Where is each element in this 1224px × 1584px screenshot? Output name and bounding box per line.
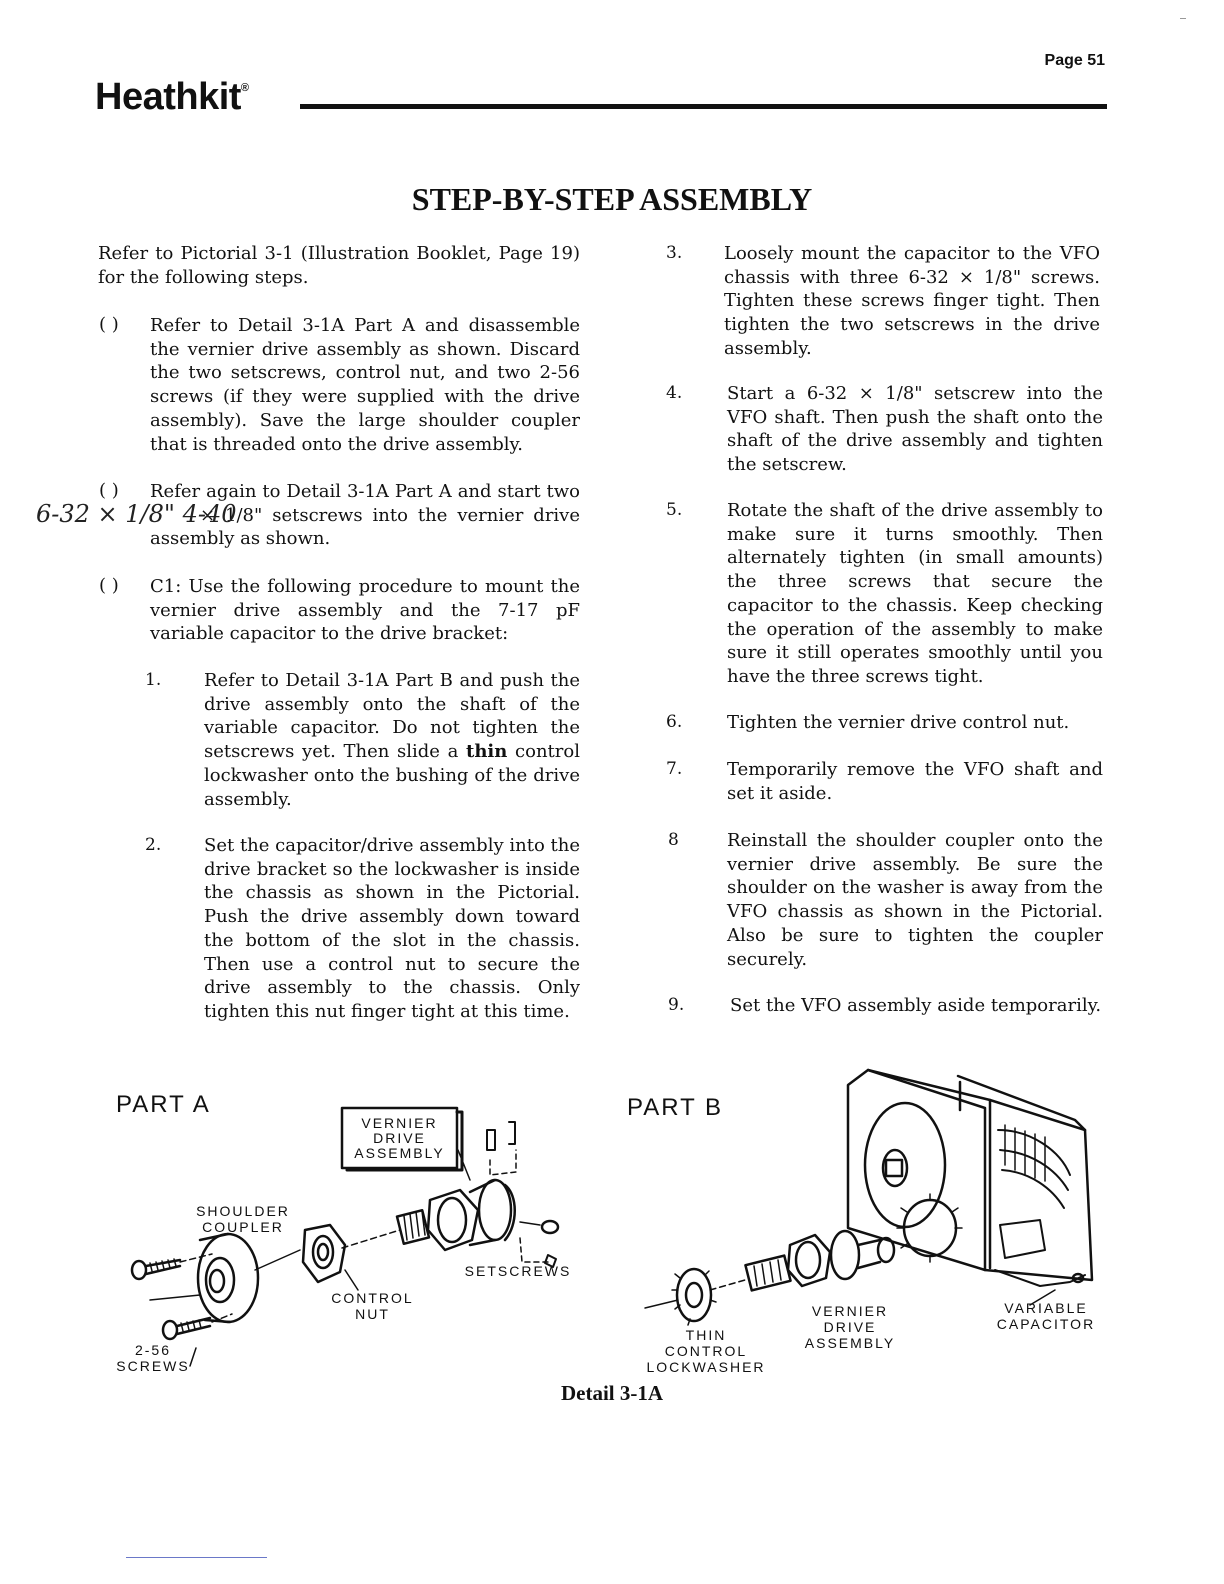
label-part-b-vernier-drive: VERNIER DRIVE ASSEMBLY <box>804 1303 896 1351</box>
label-vernier-drive-assembly: VERNIER DRIVE ASSEMBLY <box>354 1115 445 1161</box>
vernier-drive <box>397 1180 515 1250</box>
label-shoulder-coupler: SHOULDER COUPLER <box>196 1203 290 1235</box>
control-nut <box>303 1225 345 1282</box>
substep-text: Set the capacitor/drive assembly into the drive bracket so the lockwasher is inside the chassis as shown in the Pictorial. Push the drive assembly down toward the bottom of the slot in the chassis. Then use a control nut to secure the drive assembly to the chassis. Only tighten this nut finger tight at this time. <box>204 835 580 1022</box>
scan-mark <box>1180 18 1186 19</box>
step-number: 7. <box>666 759 683 779</box>
label-variable-capacitor: VARIABLE CAPACITOR <box>996 1300 1096 1332</box>
substep-number: 1. <box>145 670 162 690</box>
page-number: Page 51 <box>1044 52 1105 69</box>
step-checkbox[interactable]: ( ) <box>99 480 119 501</box>
header-rule <box>300 104 1107 109</box>
step-text: Tighten the vernier drive control nut. <box>727 712 1070 733</box>
step-number: 4. <box>666 383 683 403</box>
footer-link-stub <box>126 1557 267 1558</box>
step-number: 8 <box>668 830 679 850</box>
handwritten-note: 6-32 × 1/8" 4-40 <box>36 500 237 528</box>
step-number: 5. <box>666 500 683 520</box>
part-b-drive <box>745 1231 894 1290</box>
step-checkbox[interactable]: ( ) <box>99 314 119 335</box>
label-setscrews: SETSCREWS <box>464 1263 572 1279</box>
detail-illustration <box>0 1060 1224 1390</box>
substep-text: Refer to Detail 3-1A Part B and push the drive assembly onto the shaft of the variable capacitor. Do not tighten the setscrews yet. Then slide a thin control lockwasher onto the bushing of the drive assembly. <box>204 670 580 810</box>
step-checkbox[interactable]: ( ) <box>99 575 119 596</box>
substep-number: 2. <box>145 835 162 855</box>
shoulder-coupler <box>198 1234 258 1322</box>
part-b-title: PART B <box>627 1094 724 1121</box>
page-title: STEP-BY-STEP ASSEMBLY <box>411 181 813 217</box>
step-text: Rotate the shaft of the drive assembly to make sure it turns smoothly. Then alternately tighten (in small amounts) the three screws that secure the capacitor to the chassis. Keep checking the operation of the assembly to make sure it still operates smoothly until you have the three screws tight. <box>727 500 1103 687</box>
setscrews <box>487 1122 558 1267</box>
variable-capacitor <box>848 1070 1092 1286</box>
step-text: Set the VFO assembly aside temporarily. <box>730 995 1102 1016</box>
step-text: Refer to Detail 3-1A Part A and disassemble the vernier drive assembly as shown. Discard the two setscrews, control nut, and two 2-56 screws (if they were supplied with the drive assembly). Save the large shoulder coupler that is threaded onto the drive assembly. <box>150 315 580 455</box>
step-text: Refer again to Detail 3-1A Part A and start two × 1/8" setscrews into the vernier drive assembly as shown. <box>150 481 580 550</box>
label-thin-control-lockwasher: THIN CONTROL LOCKWASHER <box>646 1327 766 1375</box>
step-text: Temporarily remove the VFO shaft and set it aside. <box>727 759 1103 804</box>
step-number: 3. <box>666 243 683 263</box>
label-2-56-screws: 2-56 SCREWS <box>116 1342 190 1374</box>
label-control-nut: CONTROL NUT <box>331 1290 414 1322</box>
brand-logo: Heathkit® <box>95 76 249 118</box>
step-text: Reinstall the shoulder coupler onto the vernier drive assembly. Be sure the shoulder on the washer is away from the VFO chassis as shown in the Pictorial. Also be sure to tighten the coupler securely. <box>727 830 1103 970</box>
step-text: Loosely mount the capacitor to the VFO chassis with three 6-32 × 1/8" screws. Tighten these screws finger tight. Then tighten the two setscrews in the drive assembly. <box>724 243 1100 359</box>
thin-control-lockwasher <box>645 1269 745 1325</box>
part-a-title: PART A <box>116 1091 211 1118</box>
intro-paragraph: Refer to Pictorial 3-1 (Illustration Booklet, Page 19) for the following steps. <box>98 243 580 288</box>
figure-caption: Detail 3-1A <box>560 1381 664 1405</box>
step-text: C1: Use the following procedure to mount the vernier drive assembly and the 7-17 pF variable capacitor to the drive bracket: <box>150 576 580 645</box>
step-number: 6. <box>666 712 683 732</box>
step-number: 9. <box>668 995 685 1015</box>
step-text: Start a 6-32 × 1/8" setscrew into the VFO shaft. Then push the shaft onto the shaft of the drive assembly and tighten the setscrew. <box>727 383 1103 476</box>
